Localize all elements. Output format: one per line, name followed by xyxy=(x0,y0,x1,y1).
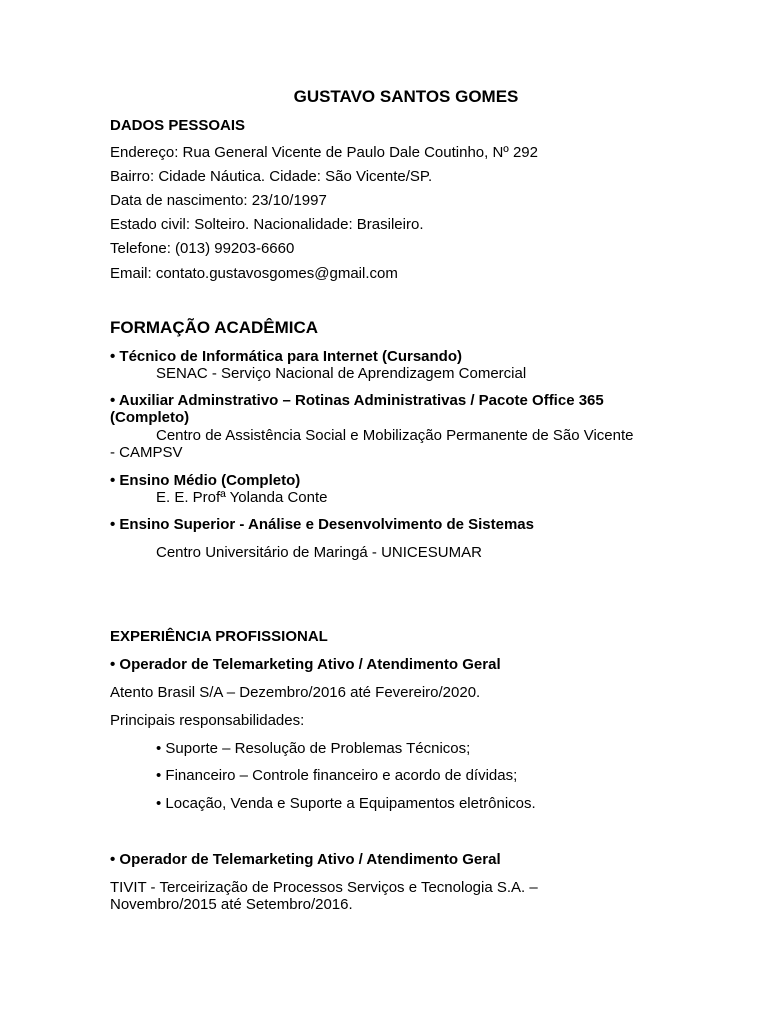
education-item-institution: Centro de Assistência Social e Mobilização Permanente de São Vicente xyxy=(156,427,634,444)
job-responsibility: • Locação, Venda e Suporte a Equipamentos eletrônicos. xyxy=(156,795,536,812)
personal-birthdate: Data de nascimento: 23/10/1997 xyxy=(110,192,327,209)
job-company: Atento Brasil S/A – Dezembro/2016 até Fevereiro/2020. xyxy=(110,684,481,701)
education-item-institution: E. E. Profª Yolanda Conte xyxy=(156,489,328,506)
job-company: TIVIT - Terceirização de Processos Serviços e Tecnologia S.A. – xyxy=(110,879,538,896)
education-item-institution-cont: - CAMPSV xyxy=(110,444,183,461)
job-company-cont: Novembro/2015 até Setembro/2016. xyxy=(110,896,353,913)
job-responsibility: • Financeiro – Controle financeiro e acordo de dívidas; xyxy=(156,767,518,784)
job-responsibility: • Suporte – Resolução de Problemas Técnicos; xyxy=(156,740,471,757)
education-item-institution: Centro Universitário de Maringá - UNICESUMAR xyxy=(156,544,482,561)
education-item-title: • Ensino Médio (Completo) xyxy=(110,472,301,489)
job-responsibilities-label: Principais responsabilidades: xyxy=(110,712,305,729)
personal-address: Endereço: Rua General Vicente de Paulo Dale Coutinho, Nº 292 xyxy=(110,144,538,161)
section-heading-experience: EXPERIÊNCIA PROFISSIONAL xyxy=(110,628,328,645)
education-item-title-cont: (Completo) xyxy=(110,409,190,426)
personal-email: Email: contato.gustavosgomes@gmail.com xyxy=(110,265,398,282)
education-item-title: • Auxiliar Adminstrativo – Rotinas Administrativas / Pacote Office 365 xyxy=(110,392,604,409)
job-title: • Operador de Telemarketing Ativo / Atendimento Geral xyxy=(110,656,501,673)
section-heading-personal: DADOS PESSOAIS xyxy=(110,117,246,134)
education-item-institution: SENAC - Serviço Nacional de Aprendizagem Comercial xyxy=(156,365,527,382)
education-item-title: • Ensino Superior - Análise e Desenvolvimento de Sistemas xyxy=(110,516,534,533)
personal-neighborhood: Bairro: Cidade Náutica. Cidade: São Vicente/SP. xyxy=(110,168,433,185)
resume-name: GUSTAVO SANTOS GOMES xyxy=(293,87,519,106)
section-heading-education: FORMAÇÃO ACADÊMICA xyxy=(110,318,319,337)
personal-phone: Telefone: (013) 99203-6660 xyxy=(110,240,295,257)
job-title: • Operador de Telemarketing Ativo / Atendimento Geral xyxy=(110,851,501,868)
education-item-title: • Técnico de Informática para Internet (Cursando) xyxy=(110,348,462,365)
personal-marital-status: Estado civil: Solteiro. Nacionalidade: Brasileiro. xyxy=(110,216,424,233)
